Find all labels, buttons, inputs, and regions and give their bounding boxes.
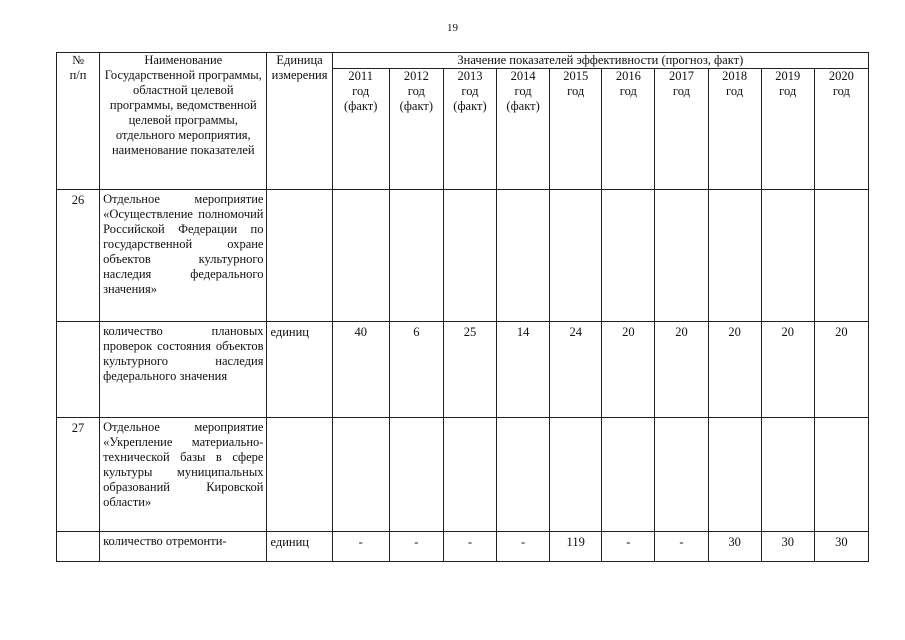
- year-header-2016: [602, 69, 655, 190]
- value-cell: 20: [708, 322, 761, 418]
- year-header-line2: год: [779, 84, 797, 98]
- value-cell: [655, 418, 708, 532]
- row-number: 27: [57, 418, 100, 532]
- value-cell: -: [655, 532, 708, 562]
- year-header-year: 2016: [615, 69, 641, 83]
- year-header-year: 2011: [348, 69, 373, 83]
- year-header-year: 2017: [668, 69, 694, 83]
- row-number: 26: [57, 190, 100, 322]
- value-cell: [550, 190, 602, 322]
- value-cell: [389, 190, 443, 322]
- value-cell: -: [389, 532, 443, 562]
- row-number: [57, 532, 100, 562]
- value-cell: 40: [332, 322, 389, 418]
- value-cell: [443, 418, 496, 532]
- value-cell: [761, 418, 814, 532]
- year-header-line2: год: [514, 84, 532, 98]
- row-unit: единиц: [267, 322, 332, 418]
- table-row: [57, 322, 869, 418]
- value-cell: [761, 190, 814, 322]
- value-cell: 20: [814, 322, 868, 418]
- row-unit: единиц: [267, 532, 332, 562]
- year-header-2018: [708, 69, 761, 190]
- year-header-line3: (факт): [453, 99, 487, 113]
- row-name: количество плановых проверок состояния объектов культурного наследия федерального значения: [100, 322, 267, 418]
- year-header-line2: год: [726, 84, 744, 98]
- year-header-line3: (факт): [344, 99, 378, 113]
- value-cell: -: [443, 532, 496, 562]
- year-header-line3: (факт): [399, 99, 433, 113]
- row-number: [57, 322, 100, 418]
- year-header-year: 2014: [510, 69, 536, 83]
- header-name: Наименование Государственной программы, областной целевой программы, ведомственной целевой программы, отдельного мероприятия, наименование показателей: [100, 53, 267, 190]
- year-header-year: 2018: [722, 69, 748, 83]
- year-header-2020: [814, 69, 868, 190]
- value-cell: 119: [550, 532, 602, 562]
- value-cell: [814, 190, 868, 322]
- year-header-2012: [389, 69, 443, 190]
- year-header-2014: [497, 69, 550, 190]
- value-cell: [708, 418, 761, 532]
- value-cell: 24: [550, 322, 602, 418]
- year-header-line3: (факт): [506, 99, 540, 113]
- value-cell: [814, 418, 868, 532]
- year-header-2015: [550, 69, 602, 190]
- row-name: Отдельное мероприятие «Укрепление материально-технической базы в сфере культуры муниципальных образований Кировской области»: [100, 418, 267, 532]
- value-cell: 20: [655, 322, 708, 418]
- year-header-2017: [655, 69, 708, 190]
- page-number: 19: [447, 22, 458, 34]
- year-header-year: 2015: [563, 69, 589, 83]
- year-header-line2: год: [407, 84, 425, 98]
- value-cell: [708, 190, 761, 322]
- year-header-line2: год: [832, 84, 850, 98]
- table-row: [57, 418, 869, 532]
- header-values: Значение показателей эффективности (прогноз, факт): [332, 53, 868, 69]
- value-cell: -: [497, 532, 550, 562]
- value-cell: [602, 190, 655, 322]
- value-cell: -: [602, 532, 655, 562]
- value-cell: 20: [761, 322, 814, 418]
- value-cell: [655, 190, 708, 322]
- row-unit: [267, 190, 332, 322]
- value-cell: [443, 190, 496, 322]
- row-name: Отдельное мероприятие «Осуществление полномочий Российской Федерации по государственной охране объектов культурного наследия федерального значения»: [100, 190, 267, 322]
- value-cell: 25: [443, 322, 496, 418]
- value-cell: [497, 418, 550, 532]
- row-name: количество отремонти-: [100, 532, 267, 562]
- value-cell: [602, 418, 655, 532]
- value-cell: 20: [602, 322, 655, 418]
- year-header-line2: год: [461, 84, 479, 98]
- year-header-year: 2013: [457, 69, 483, 83]
- table-row: [57, 190, 869, 322]
- value-cell: 30: [761, 532, 814, 562]
- table-row: [57, 532, 869, 562]
- value-cell: -: [332, 532, 389, 562]
- header-row: [57, 53, 869, 69]
- value-cell: 30: [708, 532, 761, 562]
- year-header-2011: [332, 69, 389, 190]
- value-cell: [389, 418, 443, 532]
- row-unit: [267, 418, 332, 532]
- value-cell: [332, 418, 389, 532]
- value-cell: [497, 190, 550, 322]
- year-header-2019: [761, 69, 814, 190]
- year-header-line2: год: [352, 84, 370, 98]
- year-header-year: 2019: [775, 69, 801, 83]
- year-header-line2: год: [672, 84, 690, 98]
- year-header-line2: год: [567, 84, 585, 98]
- value-cell: 30: [814, 532, 868, 562]
- indicators-table: [56, 52, 869, 562]
- value-cell: 14: [497, 322, 550, 418]
- value-cell: 6: [389, 322, 443, 418]
- year-header-year: 2012: [403, 69, 429, 83]
- header-number: № п/п: [57, 53, 100, 190]
- header-unit: Единица измерения: [267, 53, 332, 190]
- value-cell: [550, 418, 602, 532]
- year-header-year: 2020: [828, 69, 854, 83]
- year-header-line2: год: [619, 84, 637, 98]
- year-header-2013: [443, 69, 496, 190]
- value-cell: [332, 190, 389, 322]
